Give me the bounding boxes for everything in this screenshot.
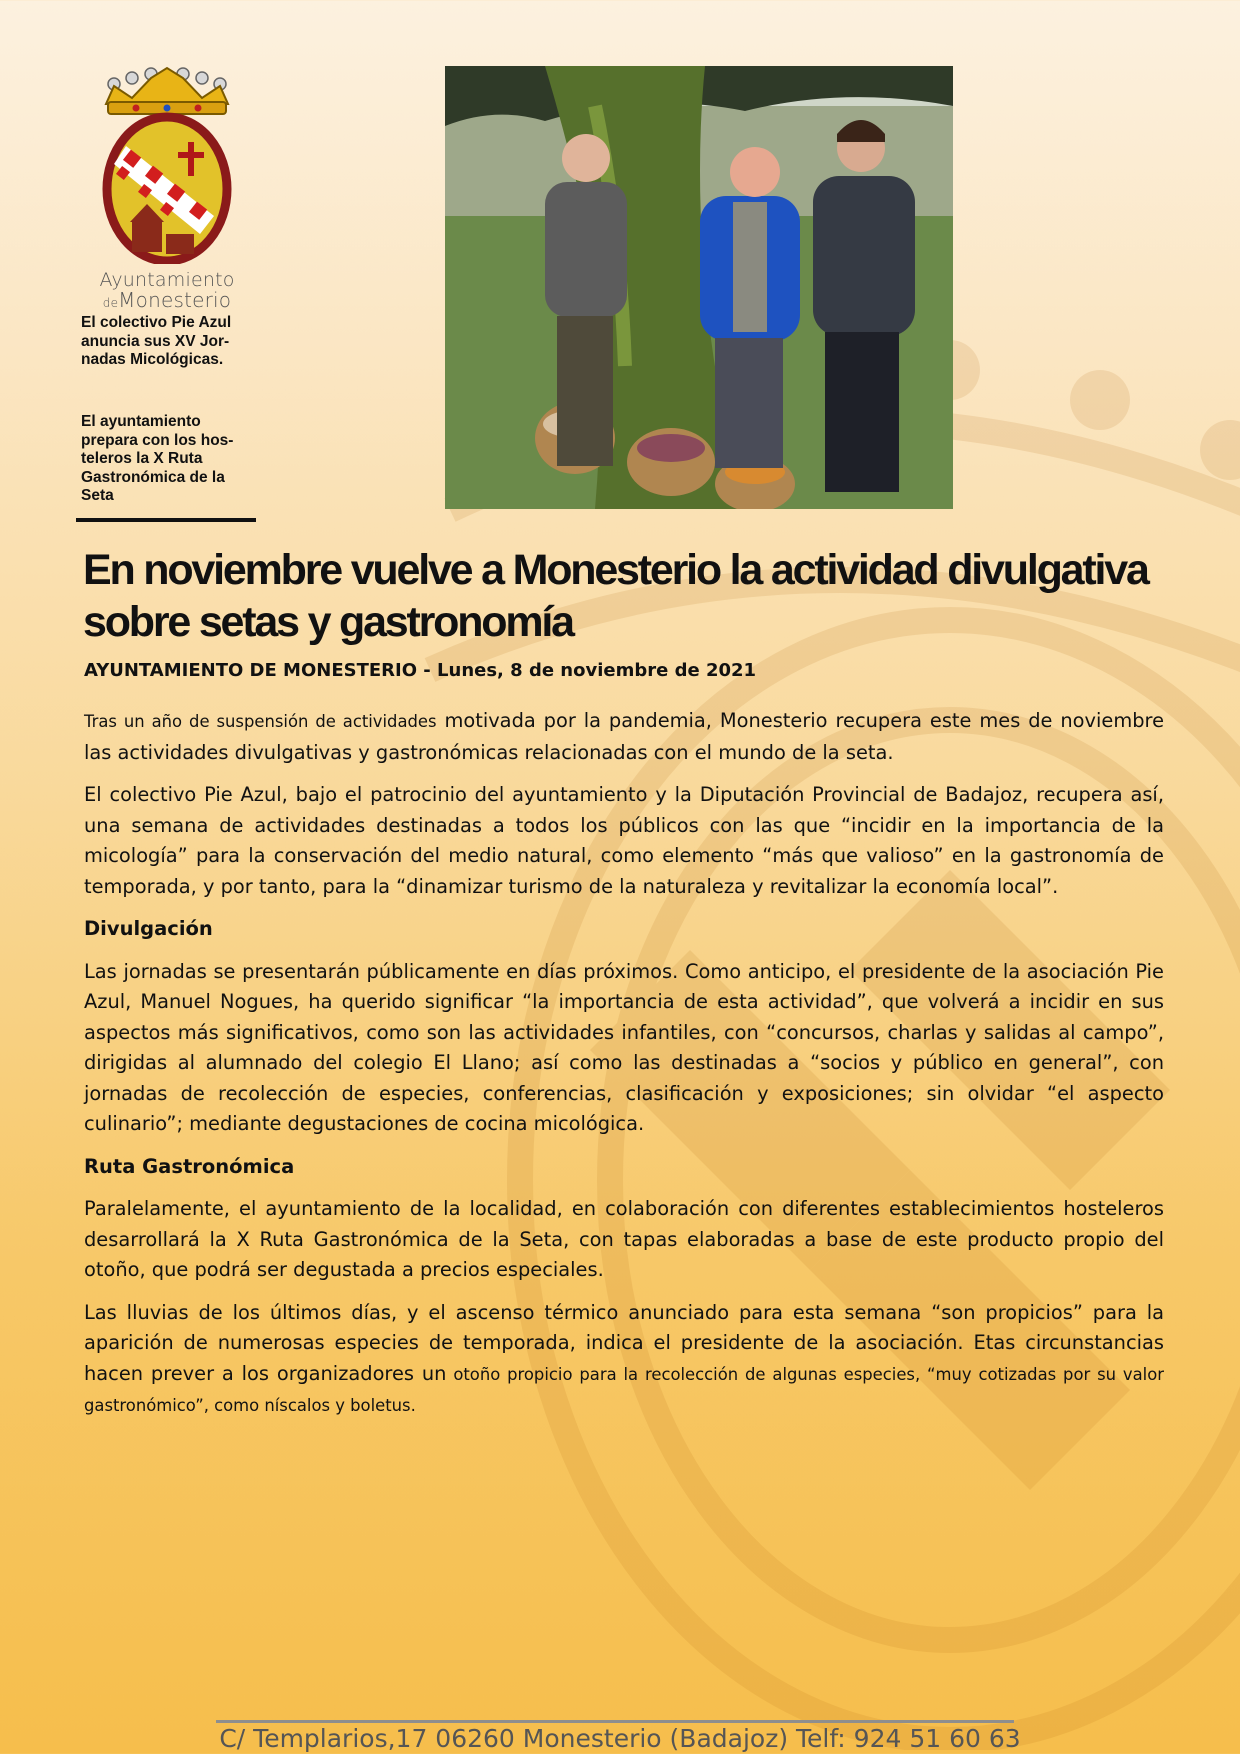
- article-paragraph-1: [84, 706, 1164, 768]
- coat-of-arms-icon: [96, 64, 238, 264]
- logo-text-monesterio: [96, 290, 238, 313]
- article-paragraph-4: Paralelamente, el ayuntamiento de la localidad, en colaboración con diferentes establecimientos hosteleros desarrollará la X Ruta Gastronómica de la Seta, con tapas elaboradas a base de este producto propio del otoño, que podrá ser degustada a precios especiales.: [84, 1197, 1164, 1281]
- article-photo: [445, 66, 953, 509]
- article-body: [84, 706, 1164, 1434]
- side-note-jornadas: El colectivo Pie Azul anuncia sus XV Jor- nadas Micológicas.: [81, 314, 232, 368]
- subheading-divulgacion: Divulgación: [84, 917, 213, 940]
- footer-divider: [216, 1720, 1014, 1723]
- paragraph-5-small: otoño propicio para la recolección de algunas especies, “muy cotizadas por su valor gastronómico”, como níscalos y boletus.: [84, 1364, 1164, 1415]
- article-byline: AYUNTAMIENTO DE MONESTERIO - Lunes, 8 de noviembre de 2021: [84, 660, 757, 681]
- article-paragraph-3: Las jornadas se presentarán públicamente en días próximos. Como anticipo, el presidente de la asociación Pie Azul, Manuel Nogues, ha querido significar “la importancia de esta actividad”, que volverá a incidir en sus aspectos más significativos, como son las actividades infantiles, con “concursos, charlas y salidas al campo”, dirigidas al alumnado del colegio El Llano; así como las destinadas a “socios y público en general”, con jornadas de recolección de especies, conferencias, clasificación y exposiciones; sin olvidar “el aspecto culinario”; mediante degustaciones de cocina micológica.: [84, 959, 1164, 1135]
- logo-text-ayuntamiento: Ayuntamiento: [99, 269, 235, 291]
- paragraph-1-small: Tras un año de suspensión de actividades: [84, 712, 437, 731]
- side-note-ruta: El ayuntamiento prepara con los hos- teleros la X Ruta Gastronómica de la Seta: [81, 413, 234, 504]
- footer-address: C/ Templarios,17 06260 Monesterio (Badajoz) Telf: 924 51 60 63: [219, 1724, 1021, 1753]
- logo-text-de: de: [102, 296, 119, 310]
- article-paragraph-5: [84, 1298, 1164, 1422]
- paragraph-5-normal: Las lluvias de los últimos días, y el ascenso térmico anunciado para esta semana “son propicios” para la aparición de numerosas especies de temporada, indica el presidente de la asociación. Etas circunstancias hacen prever a los organizadores un: [84, 1300, 1164, 1385]
- article-paragraph-2: El colectivo Pie Azul, bajo el patrocinio del ayuntamiento y la Diputación Provincial de Badajoz, recupera así, una semana de actividades destinadas a todos los públicos con las que “incidir en la importancia de la micología” para la conservación del medio natural, como elemento “más que valioso” en la gastronomía de temporada, y por tanto, para la “dinamizar turismo de la naturaleza y revitalizar la economía local”.: [84, 783, 1164, 898]
- logo: [96, 64, 238, 313]
- paragraph-1-rest: motivada por la pandemia, Monesterio recupera este mes de noviembre las actividades divulgativas y gastronómicas relacionadas con el mundo de la seta.: [84, 709, 1164, 764]
- photo-three-men-with-mushroom-baskets: [445, 66, 953, 509]
- side-divider: [76, 518, 256, 522]
- subheading-ruta-gastronomica: Ruta Gastronómica: [84, 1154, 295, 1178]
- logo-text-name: Monesterio: [118, 288, 232, 312]
- article-headline: En noviembre vuelve a Monesterio la actividad divulgativa sobre setas y gastronomía: [83, 546, 1148, 646]
